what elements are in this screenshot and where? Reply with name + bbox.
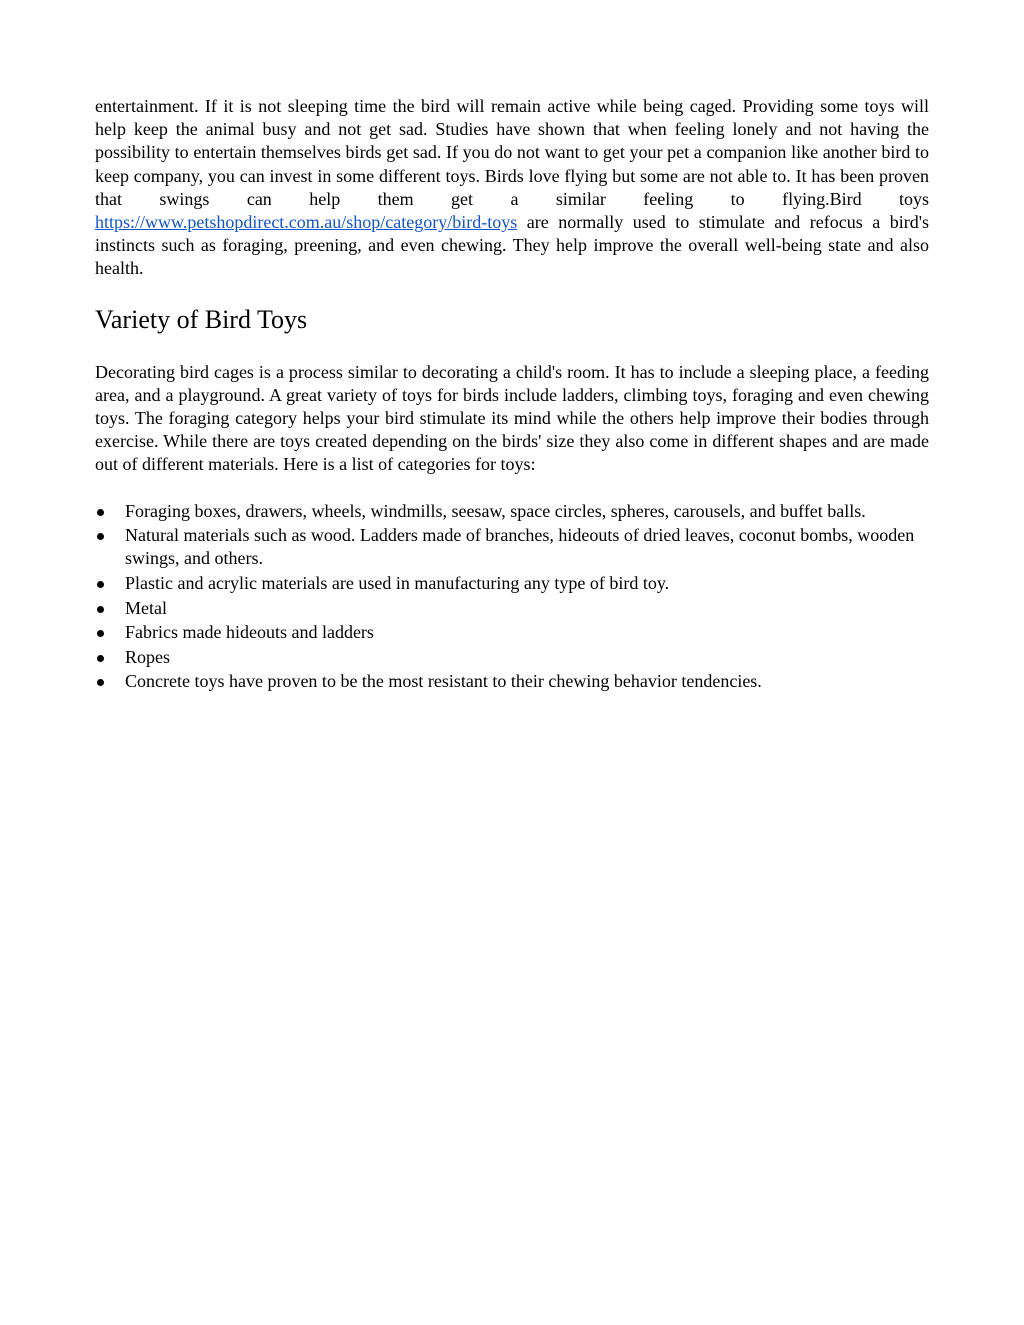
bullet-icon — [97, 606, 104, 613]
bullet-icon — [97, 630, 104, 637]
bird-toys-link[interactable]: https://www.petshopdirect.com.au/shop/category/bird-toys — [95, 212, 518, 233]
section-paragraph: Decorating bird cages is a process similar to decorating a child's room. It has to include a sleeping place, a feeding area, and a playground. A great variety of toys for birds include ladders, climbing toys, foraging and even chewing toys. The foraging category helps your bird stimulate its mind while the others help improve their bodies through exercise. While there are toys created depending on the birds' size they also come in different shapes and are made out of different materials. Here is a list of categories for toys: — [95, 361, 929, 475]
list-item-text: Foraging boxes, drawers, wheels, windmills, seesaw, space circles, spheres, carousels, and buffet balls. — [125, 500, 866, 521]
intro-paragraph — [95, 95, 929, 281]
list-item-text: Natural materials such as wood. Ladders made of branches, hideouts of dried leaves, coconut bombs, wooden swings, and others. — [125, 525, 915, 569]
bullet-icon — [97, 533, 104, 540]
document-page — [95, 95, 929, 695]
list-item — [95, 646, 915, 669]
list-item — [95, 621, 915, 644]
list-item-text: Metal — [125, 597, 167, 618]
list-item — [95, 572, 915, 595]
section-heading: Variety of Bird Toys — [95, 304, 308, 334]
list-item — [95, 597, 915, 620]
bullet-icon — [97, 509, 104, 516]
list-item-text: Plastic and acrylic materials are used in manufacturing any type of bird toy. — [125, 573, 670, 594]
list-item-text: Ropes — [125, 646, 170, 667]
list-item-text: Fabrics made hideouts and ladders — [125, 622, 374, 643]
list-item — [95, 670, 915, 693]
bullet-icon — [97, 581, 104, 588]
intro-text-after-link: are normally used to stimulate and refocus a bird's instincts such as foraging, preening, and even chewing. They help improve the overall well-being state and also health. — [95, 212, 929, 279]
list-item — [95, 500, 915, 523]
list-item-text: Concrete toys have proven to be the most resistant to their chewing behavior tendencies. — [125, 671, 762, 692]
bullet-icon — [97, 679, 104, 686]
toy-categories-list — [95, 500, 929, 694]
bullet-icon — [97, 655, 104, 662]
intro-text-before-link: entertainment. If it is not sleeping time the bird will remain active while being caged. Providing some toys will help keep the animal busy and not get sad. Studies have shown that when feeling lonely and not having the possibility to entertain themselves birds get sad. If you do not want to get your pet a companion like another bird to keep company, you can invest in some different toys. Birds love flying but some are not able to. It has been proven that swings can help them get a similar feeling to flying.Bird toys — [95, 96, 929, 209]
list-item — [95, 524, 915, 570]
